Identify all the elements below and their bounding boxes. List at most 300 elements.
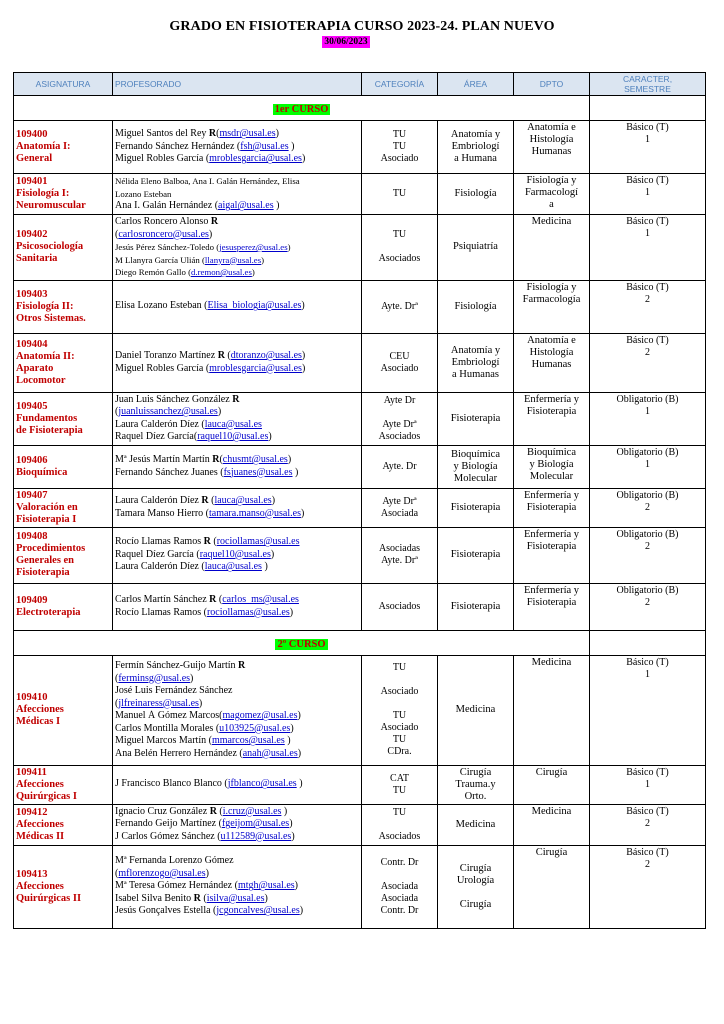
dpto-cell-line: Fisioterapia [526,501,577,513]
professors-cell [113,583,362,630]
dpto-cell [514,215,590,281]
paren-open: ( [201,254,205,265]
caracter-cell-line: 1 [645,778,650,790]
professor-line [115,254,359,267]
dpto-cell-line: Histología [529,134,574,145]
paren-close: ) [290,722,294,734]
category-cell [362,583,438,630]
dpto-cell-line: Molecular [529,470,574,482]
email-link[interactable]: carlos_ms@usal.es [222,594,299,605]
course-label: 1er CURSO [274,104,329,115]
professor-line [115,229,359,242]
caracter-cell-line: Básico (T) [626,334,669,346]
paren-open: ( [236,140,241,152]
dpto-cell-line: Anatomía e [527,122,576,133]
category-cell-line: CAT [390,772,409,784]
category-cell-line: Contr. Dr [380,856,419,868]
category-cell [362,655,438,765]
email-link[interactable]: mroblesgarcia@usal.es [209,153,302,165]
table-row [14,215,706,281]
professor-name: Juan Luis Sánchez González [115,393,233,405]
dpto-cell [514,655,590,765]
email-link[interactable]: mroblesgarcia@usal.es [209,362,302,374]
professor-name: J Francisco Blanco Blanco [115,778,225,790]
professor-name: Tamara Manso Hierro [115,507,206,519]
subject-code: 109407 [16,489,48,501]
dpto-cell-line: y Biología [529,458,574,470]
caracter-cell-line: 1 [645,405,650,417]
header-caracter [590,73,706,96]
caracter-cell-line: 2 [645,596,650,608]
area-cell-line: Fisioterapia [450,600,501,612]
professor-line [115,855,359,868]
caracter-cell [590,655,706,765]
email-link[interactable]: rociollamas@usal.es [206,606,290,618]
area-cell-line: a Humana [454,153,497,164]
category-cell-line: Ayte. Drª [381,300,418,312]
email-link[interactable]: lauca@usal.es [204,561,262,573]
paren-open: ( [115,867,119,879]
subject-cell [14,445,113,488]
category-cell [362,333,438,392]
area-cell [438,174,514,215]
paren-close: ) [198,697,203,709]
subject-name: de Fisioterapia [16,424,83,436]
dpto-cell-line: Fisioterapia [526,596,577,608]
professor-line [115,241,359,254]
category-cell-line: Asociadas [378,543,421,554]
header-dpto: DPTO [514,73,590,96]
area-cell-line: Medicina [455,704,496,715]
category-cell-line: Asociado [380,722,419,733]
responsible-mark: R [201,495,209,506]
email-link[interactable]: msdr@usal.es [219,128,276,140]
professor-line [115,300,359,313]
professor-name: Laura Calderón Díez [115,495,202,506]
table-row [14,280,706,333]
dpto-cell [514,333,590,392]
email-link[interactable]: fsjuanes@usal.es [223,466,293,478]
subject-cell [14,174,113,215]
paren-close: ) [301,350,306,361]
email-link[interactable]: carlosroncero@usal.es [118,228,209,240]
caracter-cell-line: 2 [645,293,650,305]
professor-name: Mª Teresa Gómez Hernández [115,880,235,892]
email-link[interactable]: i.cruz@usal.es [222,805,282,817]
subject-name: Anatomía II: [16,350,75,362]
dpto-cell [514,845,590,928]
professor-line [115,454,359,467]
area-cell-line: Trauma.y [455,778,496,790]
dpto-cell-line: Medicina [531,216,572,227]
email-link[interactable]: ferminsg@usal.es [118,672,191,684]
subject-name: General [16,153,53,164]
professors-cell [113,121,362,174]
paren-close: ) [300,507,305,519]
caracter-cell-line: 1 [645,668,650,680]
caracter-cell [590,583,706,630]
professor-line [115,188,359,201]
dpto-cell-line: Anatomía e [527,334,576,346]
subject-cell [14,392,113,445]
professor-line [115,406,359,419]
subject-code: 109411 [16,766,47,778]
caracter-cell-line: Básico (T) [626,846,669,858]
paren-open: ( [205,507,209,519]
paren-open: ( [200,892,207,904]
subject-name: Otros Sistemas. [16,312,86,324]
email-link[interactable]: jlfreinaress@usal.es [118,697,199,709]
area-cell-line: Medicina [455,818,496,830]
caracter-cell [590,845,706,928]
dpto-cell-line: Enfermería y [523,393,580,405]
professor-name: Nélida Eleno Balboa, Ana I. Galán Hernández, Elisa [115,176,300,187]
professor-line [115,561,359,574]
professor-name: Ignacio Cruz González [115,805,210,817]
professor-line [115,806,359,819]
area-cell-line: Fisiología [454,188,497,199]
dpto-cell [514,583,590,630]
subject-cell [14,121,113,174]
area-cell-line: Fisioterapia [450,549,501,560]
paren-close: ) [270,548,275,560]
professors-cell [113,215,362,281]
subject-name: Psicosociología [16,241,84,253]
area-cell [438,392,514,445]
email-link[interactable]: rociollamas@usal.es [216,536,300,548]
paren-close: ) [301,362,306,374]
dpto-cell [514,445,590,488]
professor-name: Elisa Lozano Esteban [115,300,205,312]
area-cell [438,527,514,583]
email-link[interactable]: llanyra@usal.es [204,254,262,265]
area-cell-line: Orto. [464,790,487,802]
professors-cell [113,174,362,215]
professor-name: Rocío Llamas Ramos [115,536,204,548]
dpto-cell-line: Farmacologí [524,187,579,198]
category-cell-line: TU [392,229,407,241]
paren-open: ( [216,805,223,817]
paren-open: ( [115,697,119,709]
table-row [14,583,706,630]
table-row [14,527,706,583]
category-cell [362,392,438,445]
dpto-cell [514,174,590,215]
dpto-cell [514,392,590,445]
category-cell-line: Ayte. Drª [381,555,418,566]
dpto-cell-line: Farmacología [522,293,581,305]
paren-open: ( [214,200,219,212]
subject-cell [14,280,113,333]
caracter-cell [590,488,706,527]
email-link[interactable]: Elisa_biologia@usal.es [207,300,302,312]
responsible-mark: R [203,536,211,548]
professors-cell [113,445,362,488]
professor-name: Miguel Santos del Rey [115,128,209,140]
caracter-cell-line: Básico (T) [626,281,669,293]
course-empty-cell [590,96,706,121]
email-link[interactable]: isilva@usal.es [206,892,265,904]
subject-name: Aparato [16,362,54,374]
email-link[interactable]: magomez@usal.es [222,710,298,721]
paren-close: ) [301,153,306,165]
dpto-cell-line: Medicina [531,656,572,668]
professor-name: Ana Belén Herrero Hernández [115,747,240,759]
course-cell [14,96,590,121]
area-cell [438,333,514,392]
area-cell [438,845,514,928]
professor-line [115,723,359,736]
subject-cell [14,804,113,845]
category-cell-line: TU [392,710,407,721]
paren-close: ) [251,267,255,277]
professor-line [115,893,359,906]
professors-cell [113,655,362,765]
area-cell-line: Cirugía [459,862,492,874]
subject-name: Fisioterapia [16,567,70,578]
professor-name: J Carlos Gómez Sánchez [115,830,218,842]
caracter-cell-line: Obligatorio (B) [616,393,679,405]
caracter-cell-line: 1 [645,134,650,145]
email-link[interactable]: u112589@usal.es [220,830,292,842]
header-caracter-line1: CARACTER, [622,74,673,84]
subject-name: Fundamentos [16,412,78,424]
paren-close: ) [291,830,295,842]
caracter-cell-line: Básico (T) [626,216,669,227]
paren-close: ) [264,892,268,904]
email-link[interactable]: mmarcos@usal.es [211,735,285,746]
professor-line [115,868,359,881]
paren-open: ( [216,242,220,252]
table-row [14,392,706,445]
paren-close: ) [287,242,291,252]
email-link[interactable]: mtgh@usal.es [237,880,295,892]
header-asignatura: ASIGNATURA [14,73,113,96]
professor-name: M Llanyra García Ulián [115,254,202,265]
caracter-cell-line: 1 [645,228,650,239]
paren-open: ( [224,778,228,790]
professor-name: Ana I. Galán Hernández [115,200,215,212]
paren-open: ( [205,153,210,165]
subject-cell [14,488,113,527]
category-cell-line: CEU [389,350,410,362]
subject-name: Anatomía I: [16,141,71,152]
subject-name: Locomotor [16,374,66,386]
area-cell-line: Fisioterapia [450,412,501,424]
area-cell [438,655,514,765]
category-cell [362,445,438,488]
area-cell [438,488,514,527]
dpto-cell [514,527,590,583]
subject-name: Sanitaria [16,253,58,265]
professors-cell [113,333,362,392]
caracter-cell-line: 2 [645,346,650,358]
subject-code: 109408 [16,531,48,542]
area-cell-line: Molecular [453,472,498,484]
professors-cell [113,804,362,845]
professor-name: Laura Calderón Díez [115,561,202,573]
paren-open: ( [216,128,220,140]
paren-open: ( [201,561,205,573]
category-cell-line [364,407,435,419]
subject-name: Fisiología II: [16,300,74,312]
dpto-cell-line: Humanas [531,358,572,370]
paren-open: ( [201,418,205,430]
email-link[interactable]: u103925@usal.es [219,722,291,734]
area-cell-line: y Biología [453,460,498,472]
category-cell-line: Asociados [378,253,421,265]
responsible-mark: R [209,594,217,605]
subject-cell [14,527,113,583]
area-cell-line: Anatomía y [450,344,501,356]
subject-cell [14,655,113,765]
dpto-cell [514,121,590,174]
paren-close: ) [297,747,302,759]
professor-name: Lozano Esteban [115,188,172,199]
category-cell-line: Ayte Drª [382,418,417,430]
header-area: ÁREA [438,73,514,96]
area-cell-line: Fisiología [454,300,497,312]
header-profesorado: PROFESORADO [113,73,362,96]
category-cell-line: TU [392,129,407,140]
dpto-cell [514,280,590,333]
paren-open: ( [219,454,223,465]
caracter-cell-line: Básico (T) [626,805,669,817]
professor-line [115,419,359,432]
paren-close: ) [297,710,301,721]
professor-line [115,607,359,620]
category-cell-line [364,698,435,710]
paren-close: ) [273,200,280,212]
professor-name: Jesús Gonçalves Estella [115,905,214,917]
email-link[interactable]: d.remon@usal.es [191,267,252,277]
subject-name: Afecciones [16,704,64,715]
table-row [14,804,706,845]
paren-open: ( [193,431,198,442]
professor-name: Fernando Geijo Martínez [115,818,219,830]
subject-name: Generales en [16,555,75,566]
paren-close: ) [281,805,288,817]
email-link[interactable]: lauca@usal.es [204,418,262,430]
table-header-row [14,73,706,96]
professors-cell [113,488,362,527]
category-cell-line: Asociada [380,507,419,519]
email-link[interactable]: jfblanco@usal.es [227,778,297,790]
area-cell [438,445,514,488]
course-label: 2º CURSO [277,638,326,650]
email-link[interactable]: lauca@usal.es [214,495,272,506]
professor-line [115,549,359,562]
paren-close: ) [287,454,292,465]
professor-line [115,200,359,213]
caracter-cell-line: 2 [645,501,650,513]
professor-line [115,905,359,918]
paren-open: ( [203,606,207,618]
area-cell-line: Psiquiatría [453,241,498,253]
area-cell-line: Anatomía y [450,129,501,140]
email-link[interactable]: dtoranzo@usal.es [230,350,302,361]
caracter-cell-line: 2 [645,540,650,552]
caracter-cell-line: Obligatorio (B) [616,489,679,501]
email-link[interactable]: raquel10@usal.es [199,548,271,560]
caracter-cell-line: Básico (T) [626,656,669,668]
professor-line [115,266,359,279]
email-link[interactable]: mflorenzogo@usal.es [118,867,206,879]
professor-line [115,175,359,188]
professors-cell [113,765,362,804]
email-link[interactable]: aigal@usal.es [218,200,274,212]
table-row [14,765,706,804]
email-link[interactable]: jesusperez@usal.es [219,242,288,252]
professor-name: Carlos Montilla Morales [115,722,216,734]
category-cell-line: Ayte. Dr [382,460,417,472]
table-row [14,445,706,488]
responsible-mark: R [212,454,220,465]
dpto-cell-line: Cirugía [535,766,568,778]
professor-line [115,350,359,363]
dpto-cell-line: Fisiología y [526,175,577,186]
paren-open: ( [239,747,243,759]
professor-line [115,748,359,761]
responsible-mark: R [232,393,240,405]
category-cell-line: TU [392,806,407,818]
subject-code: 109401 [16,176,48,187]
email-link[interactable]: juanluissanchez@usal.es [118,406,218,417]
area-cell [438,765,514,804]
paren-close: ) [294,880,299,892]
professor-name: Laura Calderón Díez [115,418,202,430]
category-cell [362,174,438,215]
email-link[interactable]: fsh@usal.es [240,140,289,152]
category-cell [362,488,438,527]
paren-close: ) [208,228,213,240]
email-link[interactable]: tamara.manso@usal.es [209,507,301,519]
paren-close: ) [289,818,293,830]
course-row [14,630,706,655]
category-cell [362,845,438,928]
document-title: GRADO EN FISIOTERAPIA CURSO 2023-24. PLAN NUEVO [169,19,555,34]
email-link[interactable]: chusmt@usal.es [222,454,288,465]
subject-cell [14,583,113,630]
category-cell-line: Asociados [378,830,421,842]
responsible-mark: R [217,350,225,361]
dpto-cell-line: Enfermería y [523,584,580,596]
subject-code: 109412 [16,806,48,818]
caracter-cell [590,445,706,488]
caracter-cell [590,392,706,445]
category-cell-line [364,674,435,686]
email-link[interactable]: anah@usal.es [242,747,298,759]
professor-line [115,818,359,831]
paren-open: ( [115,406,119,417]
caracter-cell-line: 1 [645,187,650,198]
dpto-cell-line: Medicina [531,805,572,817]
caracter-cell [590,174,706,215]
category-cell [362,804,438,845]
professor-name: Miguel Marcos Martín [115,735,209,746]
caracter-cell-line: 2 [645,817,650,829]
paren-open: ( [213,905,217,917]
paren-close: ) [217,406,222,417]
dpto-cell [514,765,590,804]
subject-name: Electroterapia [16,606,81,618]
email-link[interactable]: raquel10@usal.es [197,431,269,442]
dpto-cell-line: Fisioterapia [526,540,577,552]
header-categoria: CATEGORÍA [362,73,438,96]
dpto-cell-line: a [549,199,554,210]
email-link[interactable]: jcgoncalves@usal.es [216,905,300,917]
email-link[interactable]: fgeijom@usal.es [221,818,290,830]
